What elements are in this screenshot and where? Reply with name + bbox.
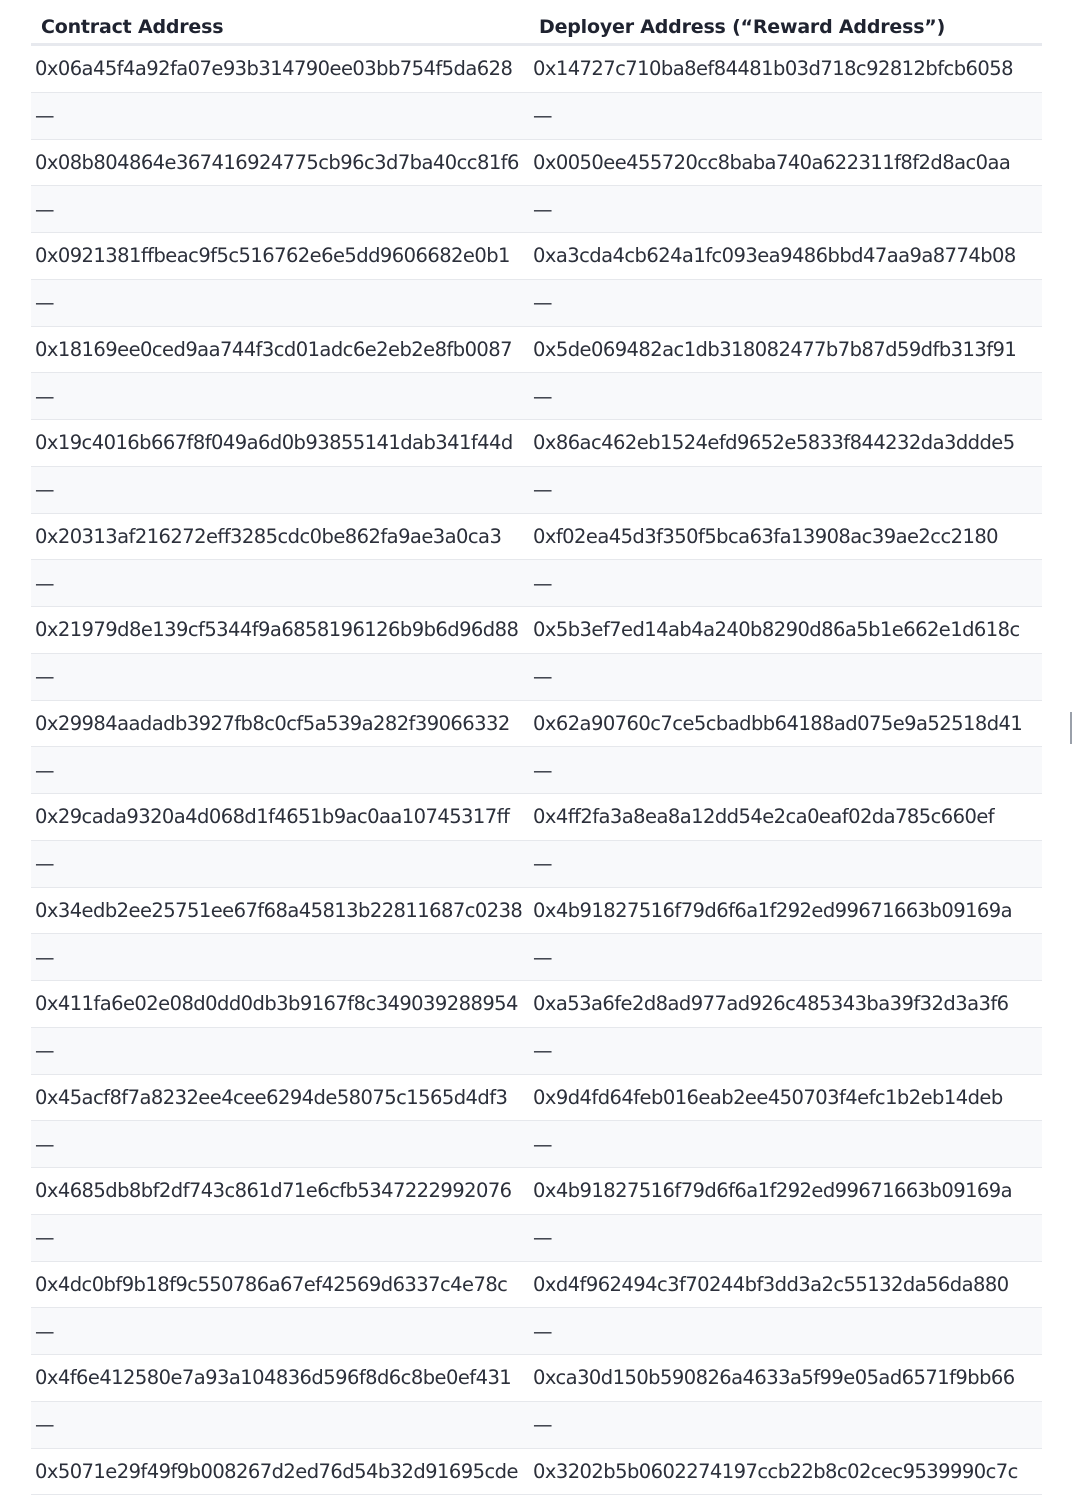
table-row xyxy=(31,1308,1042,1355)
contract-address-cell: 0x21979d8e139cf5344f9a6858196126b9b6d96d88 xyxy=(35,618,519,642)
table-row xyxy=(31,467,1042,514)
contract-address-cell: 0x4f6e412580e7a93a104836d596f8d6c8be0ef431 xyxy=(35,1366,512,1390)
contract-address-cell: — xyxy=(35,291,54,315)
table-row xyxy=(31,280,1042,327)
deployer-address-cell: 0x86ac462eb1524efd9652e5833f844232da3ddde5 xyxy=(533,431,1015,455)
contract-address-cell: — xyxy=(35,1039,54,1063)
table-row xyxy=(31,747,1042,794)
deployer-address-cell: — xyxy=(533,1226,552,1250)
contract-address-cell: 0x5071e29f49f9b008267d2ed76d54b32d91695cde xyxy=(35,1459,518,1483)
contract-address-cell: — xyxy=(35,384,54,408)
contract-address-cell: — xyxy=(35,945,54,969)
deployer-address-cell: 0xa53a6fe2d8ad977ad926c485343ba39f32d3a3f6 xyxy=(533,992,1009,1016)
deployer-address-cell: 0x3202b5b0602274197ccb22b8c02cec9539990c7c xyxy=(533,1459,1018,1483)
deployer-address-cell: — xyxy=(533,758,552,782)
contract-address-cell: — xyxy=(35,852,54,876)
table-row xyxy=(31,1215,1042,1262)
table-row xyxy=(31,140,1042,187)
table-row xyxy=(31,560,1042,607)
contract-address-cell: — xyxy=(35,571,54,595)
deployer-address-cell: — xyxy=(533,945,552,969)
deployer-address-cell: — xyxy=(533,197,552,221)
deployer-address-cell: 0xf02ea45d3f350f5bca63fa13908ac39ae2cc2180 xyxy=(533,524,999,548)
table-row xyxy=(31,186,1042,233)
contract-address-cell: 0x08b804864e367416924775cb96c3d7ba40cc81f6 xyxy=(35,150,519,174)
table-row xyxy=(31,607,1042,654)
contract-address-cell: 0x06a45f4a92fa07e93b314790ee03bb754f5da628 xyxy=(35,57,513,81)
deployer-address-cell: — xyxy=(533,1413,552,1437)
deployer-address-cell: — xyxy=(533,1132,552,1156)
contract-address-cell: 0x29984aadadb3927fb8c0cf5a539a282f39066332 xyxy=(35,711,510,735)
contract-address-cell: — xyxy=(35,758,54,782)
deployer-address-cell: — xyxy=(533,104,552,128)
deployer-address-cell: — xyxy=(533,665,552,689)
table-row xyxy=(31,841,1042,888)
table-row xyxy=(31,1075,1042,1122)
table-row xyxy=(31,888,1042,935)
table-row xyxy=(31,1449,1042,1496)
contract-address-cell: 0x19c4016b667f8f049a6d0b93855141dab341f44d xyxy=(35,431,513,455)
table-row xyxy=(31,1402,1042,1449)
table-row xyxy=(31,1355,1042,1402)
deployer-address-cell: — xyxy=(533,478,552,502)
deployer-address-cell: 0x4b91827516f79d6f6a1f292ed99671663b09169a xyxy=(533,1179,1013,1203)
contract-address-cell: — xyxy=(35,478,54,502)
table-row xyxy=(31,93,1042,140)
deployer-address-cell: — xyxy=(533,1039,552,1063)
table-row xyxy=(31,794,1042,841)
address-table xyxy=(31,0,1042,1495)
table-row xyxy=(31,701,1042,748)
table-row xyxy=(31,1168,1042,1215)
contract-address-cell: — xyxy=(35,197,54,221)
table-body xyxy=(31,46,1042,1495)
contract-address-cell: — xyxy=(35,1132,54,1156)
contract-address-cell: 0x4685db8bf2df743c861d71e6cfb5347222992076 xyxy=(35,1179,512,1203)
deployer-address-cell: 0xd4f962494c3f70244bf3dd3a2c55132da56da880 xyxy=(533,1272,1009,1296)
contract-address-cell: 0x20313af216272eff3285cdc0be862fa9ae3a0ca3 xyxy=(35,524,502,548)
deployer-address-cell: — xyxy=(533,852,552,876)
table-row xyxy=(31,981,1042,1028)
contract-address-cell: 0x4dc0bf9b18f9c550786a67ef42569d6337c4e78c xyxy=(35,1272,508,1296)
deployer-address-cell: — xyxy=(533,571,552,595)
contract-address-cell: 0x18169ee0ced9aa744f3cd01adc6e2eb2e8fb0087 xyxy=(35,337,512,361)
contract-address-cell: — xyxy=(35,104,54,128)
header-contract-address: Contract Address xyxy=(41,16,224,38)
contract-address-cell: 0x29cada9320a4d068d1f4651b9ac0aa10745317ff xyxy=(35,805,510,829)
table-row xyxy=(31,514,1042,561)
deployer-address-cell: 0x4ff2fa3a8ea8a12dd54e2ca0eaf02da785c660ef xyxy=(533,805,995,829)
contract-address-cell: 0x34edb2ee25751ee67f68a45813b22811687c0238 xyxy=(35,898,523,922)
deployer-address-cell: 0x14727c710ba8ef84481b03d718c92812bfcb6058 xyxy=(533,57,1013,81)
deployer-address-cell: 0x5b3ef7ed14ab4a240b8290d86a5b1e662e1d618c xyxy=(533,618,1020,642)
table-row xyxy=(31,654,1042,701)
contract-address-cell: 0x411fa6e02e08d0dd0db3b9167f8c349039288954 xyxy=(35,992,518,1016)
contract-address-cell: — xyxy=(35,1319,54,1343)
table-row xyxy=(31,1028,1042,1075)
deployer-address-cell: 0xa3cda4cb624a1fc093ea9486bbd47aa9a8774b08 xyxy=(533,244,1016,268)
table-row xyxy=(31,934,1042,981)
deployer-address-cell: 0x9d4fd64feb016eab2ee450703f4efc1b2eb14deb xyxy=(533,1085,1003,1109)
contract-address-cell: 0x0921381ffbeac9f5c516762e6e5dd9606682e0b1 xyxy=(35,244,510,268)
deployer-address-cell: — xyxy=(533,291,552,315)
contract-address-cell: — xyxy=(35,1226,54,1250)
table-row xyxy=(31,327,1042,374)
table-row xyxy=(31,420,1042,467)
deployer-address-cell: — xyxy=(533,384,552,408)
deployer-address-cell: 0x62a90760c7ce5cbadbb64188ad075e9a52518d41 xyxy=(533,711,1023,735)
table-row xyxy=(31,233,1042,280)
contract-address-cell: — xyxy=(35,1413,54,1437)
deployer-address-cell: — xyxy=(533,1319,552,1343)
table-row xyxy=(31,1121,1042,1168)
table-header xyxy=(31,0,1042,46)
table-row xyxy=(31,373,1042,420)
header-deployer-address: Deployer Address (“Reward Address”) xyxy=(539,16,946,38)
contract-address-cell: 0x45acf8f7a8232ee4cee6294de58075c1565d4df3 xyxy=(35,1085,508,1109)
deployer-address-cell: 0xca30d150b590826a4633a5f99e05ad6571f9bb66 xyxy=(533,1366,1015,1390)
table-row xyxy=(31,46,1042,93)
deployer-address-cell: 0x5de069482ac1db318082477b7b87d59dfb313f91 xyxy=(533,337,1017,361)
deployer-address-cell: 0x4b91827516f79d6f6a1f292ed99671663b09169a xyxy=(533,898,1013,922)
scroll-edge-marker xyxy=(1070,712,1072,744)
table-row xyxy=(31,1262,1042,1309)
deployer-address-cell: 0x0050ee455720cc8baba740a622311f8f2d8ac0aa xyxy=(533,150,1011,174)
contract-address-cell: — xyxy=(35,665,54,689)
